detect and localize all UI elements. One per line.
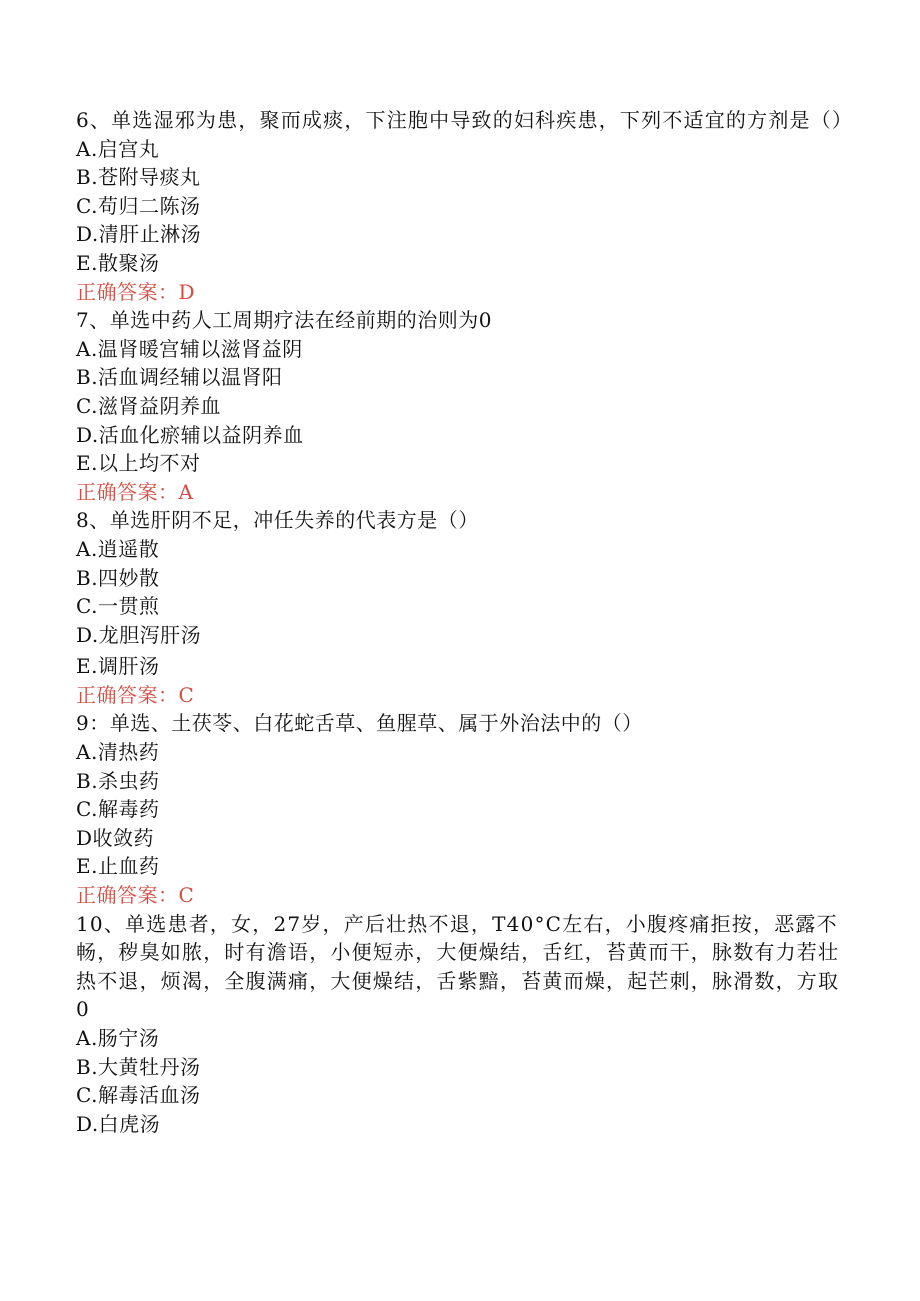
option-d: D.清肝止淋汤 [76,222,202,247]
option-a: A.温肾暖宫辅以滋肾益阴 [76,336,303,361]
option-d: D.活血化瘀辅以益阴养血 [76,422,304,447]
option-e: E.止血药 [76,854,160,879]
question-stem: 6、单选湿邪为患，聚而成痰，下注胞中导致的妇科疾患，下列不适宜的方剂是（） [76,108,854,132]
question-6 [76,106,854,306]
question-stem: 7、单选中药人工周期疗法在经前期的治则为0 [76,308,492,333]
option-c: C.滋肾益阴养血 [76,393,221,418]
option-e: E.以上均不对 [76,451,201,476]
question-7 [76,306,846,506]
question-stem: 8、单选肝阴不足，冲任失养的代表方是（） [76,508,479,533]
option-d: D.白虎汤 [76,1111,161,1136]
option-a: A.肠宁汤 [76,1026,160,1050]
option-a: A.清热药 [76,740,160,765]
option-c: C.解毒药 [76,797,160,822]
correct-answer: 正确答案：A [76,479,194,504]
question-8 [76,506,846,709]
question-stem: 10、单选患者，女，27岁，产后壮热不退，T40°C左右，小腹疼痛拒按，恶露不畅，秽臭如脓，时有澹语，小便短赤，大便燥结，舌红，苔黄而干，脉数有力若壮热不退，烦渴，全腹满痛，大便燥结，舌紫黯，苔黄而燥，起芒刺，脉滑数，方取0 [76,911,840,1022]
option-b: B.大黄牡丹汤 [76,1054,201,1079]
exam-page [76,106,854,1138]
option-c: C.一贯煎 [76,594,160,619]
question-stem: 9：单选、土茯苓、白花蛇舌草、鱼腥草、属于外治法中的（） [76,711,643,736]
option-d: D收敛药 [76,825,155,850]
option-b: B.杀虫药 [76,768,160,793]
option-d: D.龙胆泻肝汤 [76,622,202,647]
correct-answer: 正确答案：C [76,682,195,707]
correct-answer: 正确答案：D [76,279,196,304]
option-b: B.四妙散 [76,565,160,590]
option-a: A.逍遥散 [76,536,160,561]
option-a: A.启宫丸 [76,136,160,161]
option-e: E.调肝汤 [76,654,160,679]
option-b: B.活血调经辅以温肾阳 [76,365,283,390]
option-e: E.散聚汤 [76,250,160,275]
option-c: C.解毒活血汤 [76,1083,201,1108]
question-10 [76,910,846,1139]
correct-answer: 正确答案：C [76,883,195,908]
option-b: B.苍附导痰丸 [76,165,201,190]
question-9 [76,709,846,909]
option-c: C.苟归二陈汤 [76,193,201,218]
